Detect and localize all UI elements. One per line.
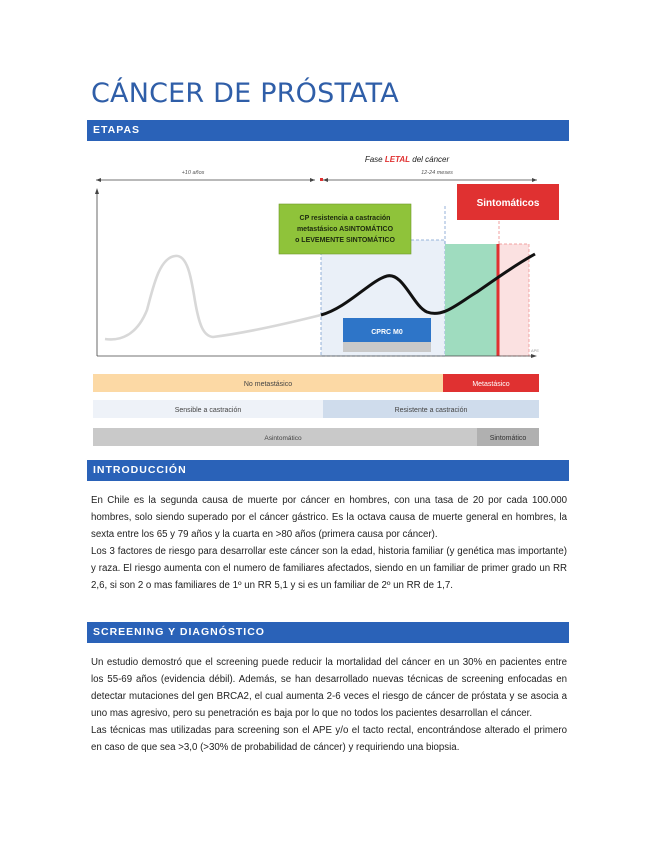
span-left-label: +10 años <box>181 170 205 176</box>
span-right-label: 12-24 meses <box>421 170 453 176</box>
svg-text:CP resistencia a castración: CP resistencia a castración <box>299 215 391 222</box>
svg-text:Sensible a castración: Sensible a castración <box>174 407 242 414</box>
band-symptoms <box>93 428 539 446</box>
svg-text:No metastásico: No metastásico <box>243 381 293 388</box>
introduccion-paragraph: En Chile es la segunda causa de muerte por cáncer en hombres, con una tasa de 20 por cada 100.000 hombres, solo siendo superado por el cáncer gástrico. Es la octava causa de muerte general en hombres, la sexta entre los 65 y 79 años y la cuarta en >80 años (primera causa por cáncer). <box>91 495 567 540</box>
section-heading-screening: SCREENING Y DIAGNÓSTICO <box>87 622 569 643</box>
sintomaticos-box <box>457 184 559 220</box>
svg-text:CPRC M0: CPRC M0 <box>371 329 403 336</box>
introduccion-paragraph: Los 3 factores de riesgo para desarrollar este cáncer son la edad, historia familiar (y genética mas importante) y raza. El riesgo aumenta con el numero de familiares afectados, siendo en un familiar de primer grado un RR 2,6, si son 2 o mas familiares de 1º un RR 5,1 y si es un familiar de 2º un RR de 1,7. <box>91 546 567 591</box>
svg-text:Resistente a castración: Resistente a castración <box>394 407 468 414</box>
svg-text:metastásico ASINTOMÁTICO: metastásico ASINTOMÁTICO <box>296 226 394 233</box>
fase-letal-label: Fase LETAL del cáncer <box>364 155 450 164</box>
introduccion-text <box>91 492 567 594</box>
span-arrows <box>96 178 537 182</box>
page-title: CÁNCER DE PRÓSTATA <box>91 78 399 109</box>
svg-text:Metastásico: Metastásico <box>472 381 510 388</box>
psa-curve-early <box>105 256 321 340</box>
svg-text:APE: APE <box>531 348 540 353</box>
band-metastasis <box>93 374 539 392</box>
band-castration <box>93 400 539 418</box>
svg-text:Sintomático: Sintomático <box>489 435 527 442</box>
svg-text:Asintomático: Asintomático <box>264 435 302 442</box>
screening-text <box>91 654 567 756</box>
cprc-m0-box <box>343 318 431 352</box>
svg-text:o LEVEMENTE SINTOMÁTICO: o LEVEMENTE SINTOMÁTICO <box>295 237 395 244</box>
stages-diagram <box>87 146 569 454</box>
section-heading-etapas: ETAPAS <box>87 120 569 141</box>
green-phase-region <box>445 244 499 356</box>
cp-resistencia-box <box>279 204 411 254</box>
section-heading-introduccion: INTRODUCCIÓN <box>87 460 569 481</box>
screening-paragraph: Las técnicas mas utilizadas para screening son el APE y/o el tacto rectal, encontrándose alterado el primero en caso de que sea >3,0 (>30% de probabilidad de cáncer) y requiriendo una biopsia. <box>91 725 567 753</box>
screening-paragraph: Un estudio demostró que el screening puede reducir la mortalidad del cáncer en un 30% en pacientes entre los 55-69 años (evidencia débil). Además, se han desarrollado nuevas técnicas de screening enfocadas en detectar mutaciones del gen BRCA2, el cual aumenta 2-6 veces el riesgo de cáncer de próstata y se asocia a uno mas agresivo, pero su penetración es baja por lo que no todos los pacientes desarrollan el cáncer. <box>91 657 567 719</box>
svg-text:Sintomáticos: Sintomáticos <box>476 198 540 209</box>
